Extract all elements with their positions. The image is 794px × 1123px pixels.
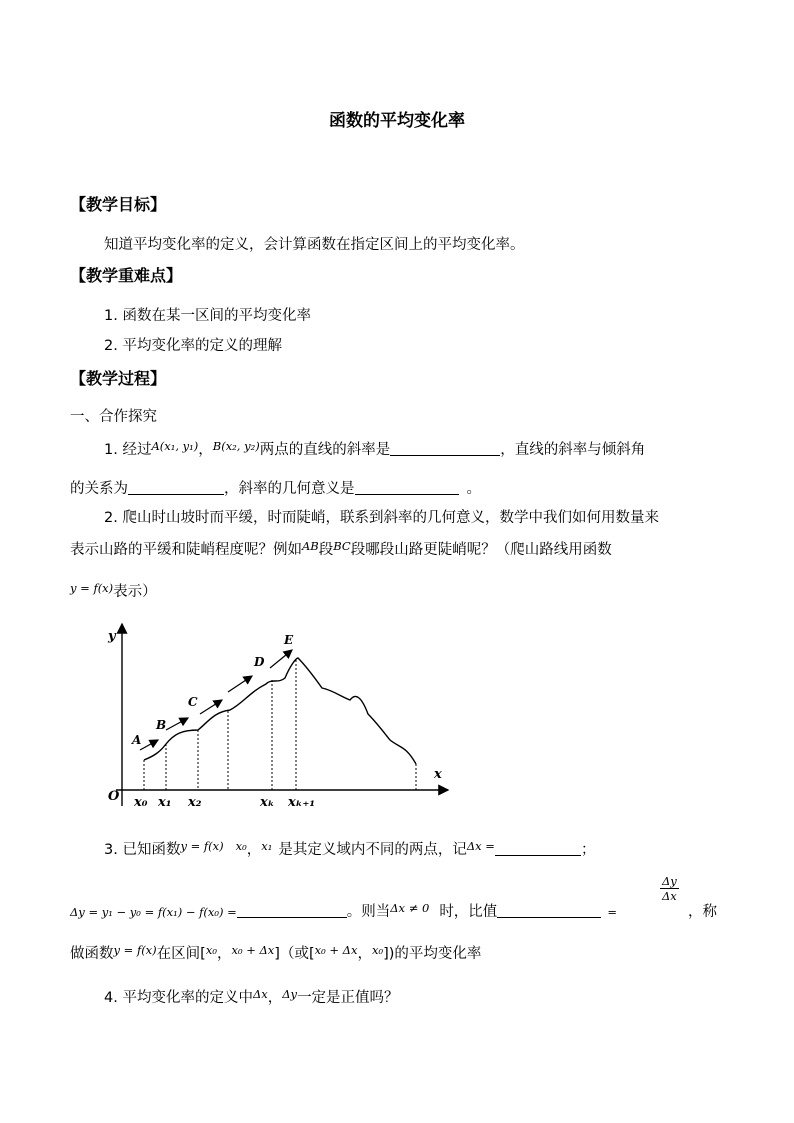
x-tick-xk1: xₖ₊₁	[288, 795, 316, 810]
curve	[144, 658, 416, 764]
answer-blank[interactable]	[355, 480, 459, 495]
ratio-fraction: $\frac{\Delta y}{\Delta x}$	[662, 874, 677, 903]
point-label-d: D	[254, 655, 265, 669]
arrow-icon	[166, 718, 188, 730]
x-tick-xk: xₖ	[260, 795, 275, 810]
section-goal-heading: 【教学目标】	[70, 195, 167, 214]
function-formula: y = f(x)	[70, 581, 114, 595]
x-tick-x2: x₂	[188, 795, 202, 810]
question-3-line-3: 做函数$^{y = f(x)}$在区间[$^{x_0}$，$^{x_0 + \Delta x}$]（或[$^{x_0 + \Delta x}$，$^{x_0}$])的平均变化率	[70, 943, 482, 962]
question-3-line-1: 3. 已知函数$^{y = f(x)}$ $^{x_0}$，$^{x_1}$ 是其定义域内不同的两点，记$^{\Delta x =}$ ；	[104, 839, 596, 858]
arrow-icon	[228, 676, 252, 692]
arrow-icon	[140, 740, 158, 750]
question-3-line-2: Δy = y₁ − y₀ = f(x₁) − f(x₀) = 。则当$^{\Delta x \ne 0}$ 时，比值 =	[70, 901, 617, 920]
answer-blank[interactable]	[128, 480, 224, 495]
question-1-line-2: 的关系为 ，斜率的几何意义是 。	[70, 481, 481, 497]
arrow-icon	[200, 700, 222, 714]
answer-blank[interactable]	[390, 441, 500, 456]
question-2-line-1: 2. 爬山时山坡时而平缓，时而陡峭，联系到斜率的几何意义，数学中我们如何用数量来	[104, 510, 659, 526]
point-label-c: C	[188, 695, 198, 709]
point-label-a: A	[132, 733, 142, 747]
section-process-heading: 【教学过程】	[70, 369, 167, 388]
question-3-suffix: ，称	[688, 904, 717, 920]
origin-label: O	[108, 789, 120, 804]
goal-text: 知道平均变化率的定义，会计算函数在指定区间上的平均变化率。	[104, 237, 525, 253]
point-label-e: E	[284, 633, 294, 647]
x-tick-x1: x₁	[158, 795, 172, 810]
arrow-icon	[270, 650, 292, 668]
answer-blank[interactable]	[237, 903, 347, 918]
point-b-formula: B(x₂, y₂)	[212, 439, 260, 453]
part-heading: 一、合作探究	[70, 409, 157, 425]
point-label-b: B	[156, 718, 167, 732]
page-title: 函数的平均变化率	[329, 111, 465, 131]
answer-blank[interactable]	[495, 841, 581, 856]
point-a-formula: A(x₁, y₁)	[151, 439, 199, 453]
key-item-2: 2. 平均变化率的定义的理解	[104, 338, 282, 354]
question-1-line-1: 1. 经过$^{A(x_1, y_1)}$，$^{B(x_2, y_2)}$两点的直线的斜率是 ，直线的斜率与倾斜角	[104, 439, 646, 458]
question-2-line-2: 表示山路的平缓和陡峭程度呢？例如$^{AB}$段$^{BC}$段哪段山路更陡峭呢？（爬山路线用函数	[70, 539, 612, 558]
question-4: 4. 平均变化率的定义中$^{\Delta x}$，$^{\Delta y}$一定是正值吗？	[104, 987, 399, 1006]
y-axis-label: y	[108, 629, 116, 644]
mountain-path-graph	[100, 618, 460, 818]
section-key-heading: 【教学重难点】	[70, 266, 183, 285]
answer-blank[interactable]	[497, 903, 601, 918]
x-tick-x0: x₀	[134, 795, 148, 810]
key-item-1: 1. 函数在某一区间的平均变化率	[104, 308, 311, 324]
x-axis-label: x	[434, 767, 442, 782]
question-2-line-3: $^{y = f(x)}$表示）	[70, 581, 157, 600]
